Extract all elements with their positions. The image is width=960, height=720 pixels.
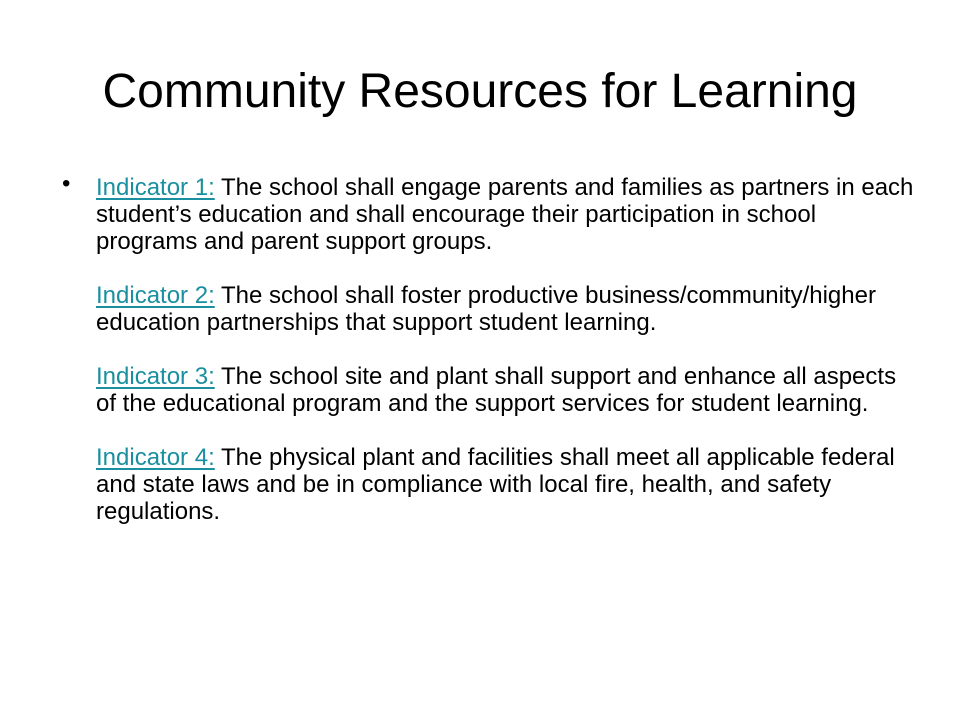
indicator-2-link[interactable]: Indicator 2:: [96, 282, 215, 309]
indicator-1-link[interactable]: Indicator 1:: [96, 174, 215, 201]
bullet-marker: •: [62, 170, 71, 197]
indicator-4: [96, 444, 916, 525]
indicator-list: [96, 174, 916, 552]
indicator-3-link[interactable]: Indicator 3:: [96, 363, 215, 390]
indicator-4-link[interactable]: Indicator 4:: [96, 444, 215, 471]
indicator-4-text: The physical plant and facilities shall meet all applicable federal and state laws and be in compliance with local fire, health, and safety regulations.: [96, 444, 895, 525]
indicator-3: [96, 363, 916, 417]
indicator-2-text: The school shall foster productive business/community/higher education partnerships that support student learning.: [96, 282, 876, 336]
indicator-1: [96, 174, 916, 255]
indicator-2: [96, 282, 916, 336]
indicator-1-text: The school shall engage parents and families as partners in each student’s education and shall encourage their participation in school programs and parent support groups.: [96, 174, 914, 255]
slide-title: Community Resources for Learning: [102, 65, 858, 118]
indicator-3-text: The school site and plant shall support and enhance all aspects of the educational program and the support services for student learning.: [96, 363, 897, 417]
